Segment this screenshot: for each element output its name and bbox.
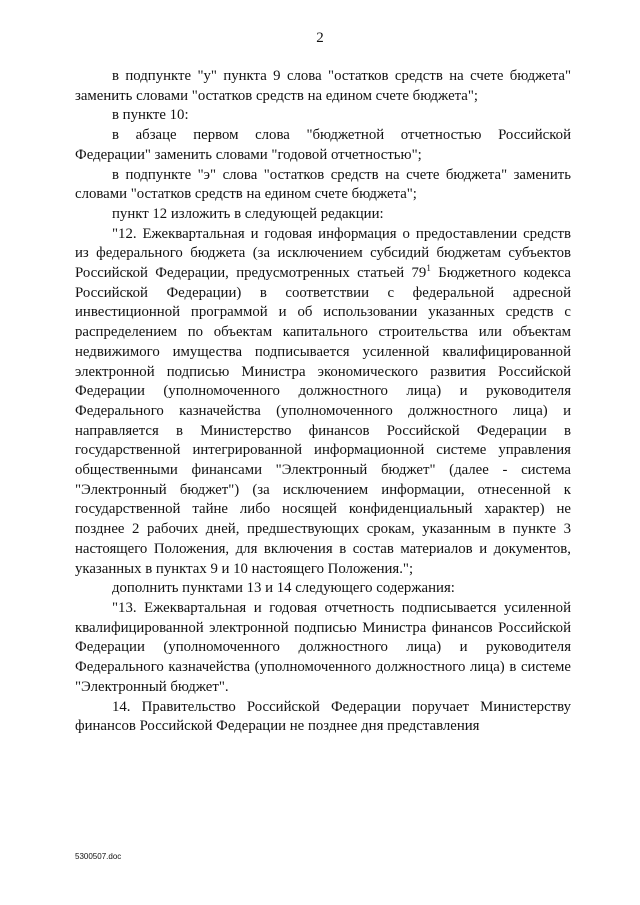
paragraph-add-items: дополнить пунктами 13 и 14 следующего содержания:	[112, 580, 455, 597]
paragraph-item-12-intro: пункт 12 изложить в следующей редакции:	[112, 205, 384, 222]
item-12-text-end: Бюджетного кодекса Российской Федерации) в соответствии с федеральной адресной инвестиционной программой и об использовании указанных средств с распределением по объектам капитального строительства или объектам недвижимого имущества подписывается усиленной квалифицированной электронной подписью Министра экономического развития Российской Федерации (уполномоченного должностного лица) и руководителя Федерального казначейства (уполномоченного должностного лица) и направляется в Министерство финансов Российской Федерации в государственной интегрированной информационной системе управления общественными финансами "Электронный бюджет" (далее - система "Электронный бюджет") (за исключением информации, отнесенной к государственной тайне либо носящей конфиденциальный характер) не позднее 2 рабочих дней, предшествующих срокам, указанным в пункте 3 настоящего Положения, для включения в состав материалов и документов, указанных в пунктах 9 и 10 настоящего Положения.";	[75, 265, 571, 577]
paragraph-subitem-u: в подпункте "у" пункта 9 слова "остатков средств на счете бюджета" заменить словами "остатков средств на едином счете бюджета";	[75, 68, 571, 104]
article-superscript: 1	[426, 263, 431, 274]
footer-filename: 5300507.doc	[75, 852, 122, 861]
item-12-text-start: "12. Ежеквартальная и годовая информация о предоставлении средств из федерального бюджета (за исключением субсидий бюджетам субъектов Российской Федерации, предусмотренных статьей 79	[75, 225, 571, 282]
document-body	[75, 67, 571, 737]
paragraph-subitem-e: в подпункте "э" слова "остатков средств на счете бюджета" заменить словами "остатков средств на едином счете бюджета";	[75, 166, 571, 203]
paragraph-first-indent: в абзаце первом слова "бюджетной отчетностью Российской Федерации" заменить словами "годовой отчетностью";	[75, 127, 571, 163]
paragraph-item-10: в пункте 10:	[112, 107, 189, 124]
page-number: 2	[316, 30, 324, 46]
paragraph-item-14: 14. Правительство Российской Федерации поручает Министерству финансов Российской Федерации не позднее дня представления	[75, 698, 571, 735]
paragraph-item-13: "13. Ежеквартальная и годовая отчетность подписывается усиленной квалифицированной электронной подписью Министра финансов Российской Федерации (уполномоченного должностного лица) и руководителя Федерального казначейства (уполномоченного должностного лица) в системе "Электронный бюджет".	[75, 599, 571, 695]
paragraph-item-12	[75, 225, 571, 580]
